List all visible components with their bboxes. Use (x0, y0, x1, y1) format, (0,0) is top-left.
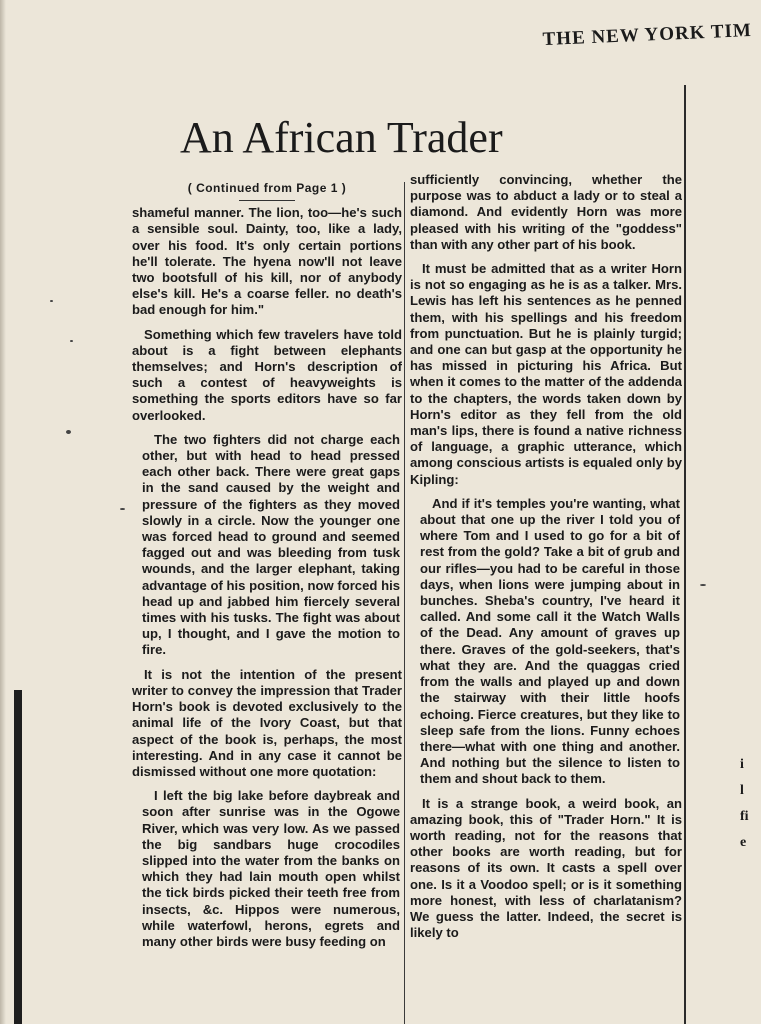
page-edge-shadow (0, 0, 6, 1024)
article-column-left (132, 180, 402, 1024)
paragraph: Something which few travelers have told about is a fight between elephants themselves; and Horn's description of such a contest of heavyweights is something the sports editors have so far overlooked. (132, 326, 402, 423)
ink-speck (120, 508, 125, 510)
fragment-letter: e (740, 835, 747, 850)
ink-speck (700, 584, 706, 586)
paragraph: It is not the intention of the present writer to convey the impression that Trader Horn's book is devoted exclusively to the animal life of the Ivory Coast, but that aspect of the book is, perhaps, the most interesting. And in any case it cannot be dismissed without one more quotation: (132, 666, 402, 779)
right-border-rule (684, 85, 686, 1024)
adjacent-column-fragment (740, 752, 756, 856)
article-headline: An African Trader (180, 113, 503, 162)
column-divider (404, 182, 405, 1024)
fragment-letter: fi (740, 809, 749, 824)
quoted-paragraph: The two fighters did not charge each other, but with head to head pressed each other back. There were great gaps in the sand caused by the weight and pressure of the fighters as they moved slowly in a circle. Now the younger one was forced head to ground and seemed fagged out and was bleeding from tusk wounds, and the larger elephant, taking advantage of his position, now forced his head up and jabbed him fiercely several times with his tusks. The fight was about up, I thought, and I gave the motion to fire. (142, 431, 400, 658)
ink-speck (50, 300, 53, 302)
continued-notice: ( Continued from Page 1 ) (187, 181, 347, 195)
short-divider (239, 200, 295, 201)
ink-speck (66, 430, 71, 434)
fragment-letter: l (740, 783, 744, 798)
paragraph: shameful manner. The lion, too—he's such a sensible soul. Dainty, too, like a lady, over his food. It's only certain portions he'll tolerate. The hyena now'll not leave two bootsfull of his kill, nor of anybody else's kill. He's a coarse feller. no death's bad enough for him." (132, 205, 402, 318)
ink-speck (70, 340, 73, 342)
paragraph: It is a strange book, a weird book, an amazing book, this of "Trader Horn." It is worth reading, not for the reasons that other books are worth reading, but for reasons of its own. It casts a spell over one. Is it a Voodoo spell; or is it something more honest, with less of charlatanism? We guess the latter. Indeed, the secret is likely to (410, 795, 682, 941)
newspaper-masthead: THE NEW YORK TIM (541, 20, 752, 51)
quoted-paragraph: And if it's temples you're wanting, what about that one up the river I told you of where Tom and I used to go for a bit of rest from the gold? Take a bit of grub and our rifles—you had to be careful in those days, when lions were jumping about in bunches. Sheba's country, I've heard it called. And some call it the Watch Walls of the Dead. Any amount of graves up there. Graves of the gold-seekers, that's what they are. And the quaggas cried from the walls and played up and down the stairway with their little hoofs echoing. Fierce creatures, but they like to sleep safe from the lions. Funny echoes there—what with one thing and another. And nothing but the silence to listen to them and shout back to them. (420, 495, 680, 787)
paragraph: It must be admitted that as a writer Horn is not so engaging as he is as a talker. Mrs. Lewis has left his sentences as he penned them, with his spellings and his freedom from punctuation. But he is plainly turgid; and one can but gasp at the opportunity he has missed in picturing his Africa. But when it comes to the matter of the addenda to the chapters, the words taken down by Horn's editor as they fell from the old man's lips, there is found a native richness of language, a graphic utterance, which among conscious artists is equaled only by Kipling: (410, 261, 682, 487)
fragment-letter: i (740, 757, 744, 772)
binding-bar (14, 690, 22, 1024)
paragraph: sufficiently convincing, whether the purpose was to abduct a lady or to steal a diamond. And evidently Horn was more pleased with his writing of the "goddess" than with any other part of his book. (410, 172, 682, 252)
quoted-paragraph: I left the big lake before daybreak and soon after sunrise was in the Ogowe River, which was very low. As we passed the big sandbars huge crocodiles slipped into the water from the banks on which they had lain mouth open whilst the tick birds picked their teeth free from insects, &c. Hippos were numerous, while waterfowl, herons, egrets and many other birds were busy feeding on (142, 788, 400, 949)
article-column-right (410, 172, 682, 1024)
